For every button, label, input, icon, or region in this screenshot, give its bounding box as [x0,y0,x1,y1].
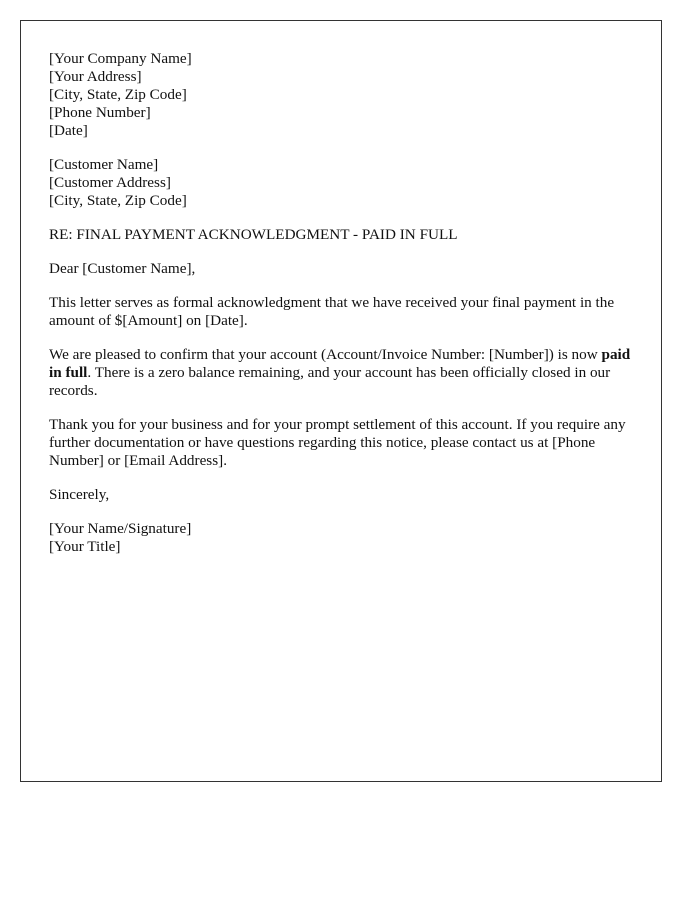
sender-city-state-zip: [City, State, Zip Code] [49,86,187,103]
letter-date: [Date] [49,122,88,139]
recipient-address-block [49,156,639,210]
recipient-name: [Customer Name] [49,156,159,173]
salutation: Dear [Customer Name], [49,260,196,277]
sender-phone: [Phone Number] [49,104,151,121]
signature-title: [Your Title] [49,538,121,555]
sender-company: [Your Company Name] [49,50,192,67]
letter-page [20,20,662,782]
letter-content [49,50,639,572]
body-paragraph-1: This letter serves as formal acknowledgment that we have received your final payment in the amount of $[Amount] on [Date]. [49,294,615,329]
recipient-city-state-zip: [City, State, Zip Code] [49,192,187,209]
recipient-address: [Customer Address] [49,174,171,191]
paid-in-full-emphasis: paid in full [49,346,631,381]
body-paragraph-2 [49,346,639,400]
paragraph-2-text-start: We are pleased to confirm that your account (Account/Invoice Number: [Number]) is now [49,346,602,363]
sender-address: [Your Address] [49,68,142,85]
subject-line: RE: FINAL PAYMENT ACKNOWLEDGMENT - PAID IN FULL [49,226,458,243]
closing: Sincerely, [49,486,110,503]
sender-address-block [49,50,639,140]
signature-name: [Your Name/Signature] [49,520,192,537]
paragraph-2-text-end: . There is a zero balance remaining, and your account has been officially closed in our records. [49,364,611,399]
body-paragraph-3: Thank you for your business and for your prompt settlement of this account. If you require any further documentation or have questions regarding this notice, please contact us at [Phone Number] or [Email Address]. [49,416,626,469]
signature-block [49,520,639,556]
